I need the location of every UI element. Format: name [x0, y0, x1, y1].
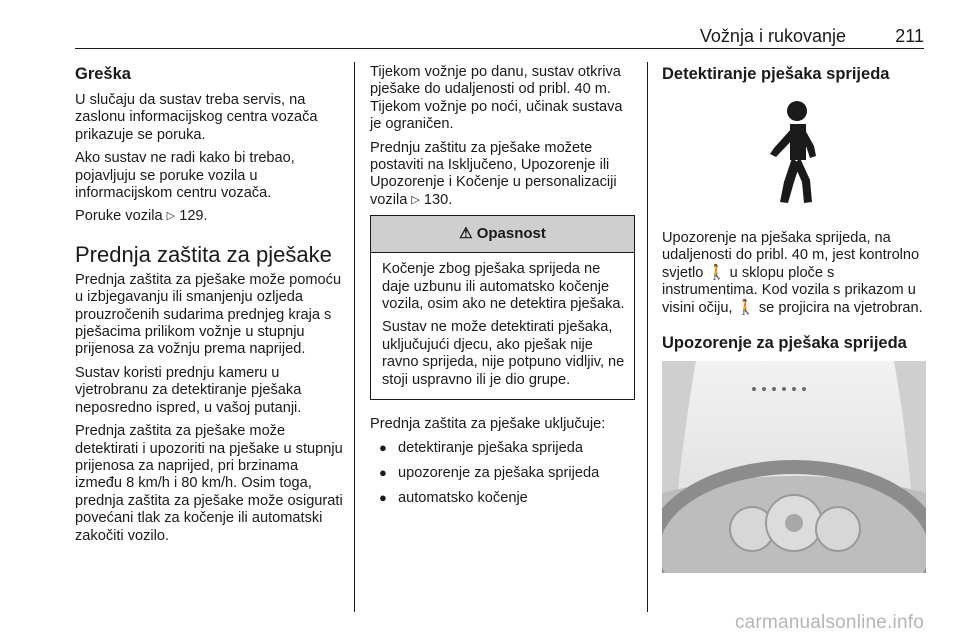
column-divider-1 [354, 62, 355, 612]
list-item: ● detektiranje pješaka sprijeda [379, 439, 583, 456]
page-reference[interactable]: 129. [179, 208, 208, 225]
dashboard-illustration [662, 361, 926, 573]
detection-heading: Detektiranje pješaka sprijeda [662, 65, 890, 83]
header-title: Vožnja i rukovanje [699, 26, 846, 46]
danger-title: Opasnost [476, 225, 546, 243]
danger-body [371, 253, 634, 399]
column-divider-2 [647, 62, 648, 612]
vehicle-messages-text: Poruke vozila [75, 208, 163, 225]
bullet-icon: ● [379, 439, 387, 455]
danger-paragraph-1: Kočenje zbog pješaka sprijeda ne daje uzbunu ili automatsko kočenje vozila, osim ako ne detektira pješaka. [382, 261, 625, 313]
page-header [75, 24, 924, 49]
column-2 [370, 64, 635, 516]
danger-box [370, 215, 635, 400]
danger-paragraph-2: Sustav ne može detektirati pješaka, uključujući djecu, ako pješak nije ravno sprijeda, nije potpuno vidljiv, ne stoji uspravno ili je dio grupe. [382, 319, 625, 388]
feature-list [370, 440, 635, 508]
detection-paragraph: Upozorenje na pješaka sprijeda, na udaljenosti do pribl. 40 m, jest kontrolno svjetlo 🚶 u sklopu ploče s instrumentima. Kod vozila s prikazom u visini očiju, 🚶 se projicira na vjetrobran. [662, 230, 923, 316]
bullet-icon: ● [379, 464, 387, 480]
column-3 [662, 64, 930, 573]
section-paragraph-1: Prednja zaštita za pješake može pomoću u izbjegavanju ili smanjenju ozljeda prouzročenih sudarima prednjeg kraja s pješacima prilikom vožnje u stupnju prijenosa za vožnju prema naprijed. [75, 271, 342, 358]
pedestrian-icon: 🚶 [707, 264, 726, 281]
section-heading: Prednja zaštita za pješake [75, 241, 332, 267]
list-item: ● upozorenje za pješaka sprijeda [379, 464, 600, 481]
pedestrian-icon [760, 98, 822, 206]
list-intro: Prednja zaštita za pješake uključuje: [370, 416, 606, 433]
page-number: 211 [895, 26, 924, 46]
error-paragraph-3 [75, 208, 345, 225]
error-paragraph-1: U slučaju da sustav treba servis, na zaslonu informacijskog centra vozača prikazuje se poruka. [75, 92, 318, 143]
error-paragraph-2: Ako sustav ne radi kako bi trebao, pojavljuju se poruke vozila u informacijskom centru vozača. [75, 150, 295, 202]
page-reference[interactable]: 130. [423, 191, 453, 208]
column-1 [75, 64, 345, 551]
list-item: ● automatsko kočenje [379, 490, 528, 507]
section-paragraph-3: Prednja zaštita za pješake može detektirati i upozoriti na pješake u stupnju prijenosa za naprijed, pri brzinama između 8 km/h i 80 km/h. Osim toga, prednja zaštita za pješake može osigurati povećani tlak za kočenje ili automatski zakočiti vozilo. [75, 423, 343, 544]
error-heading: Greška [75, 65, 131, 83]
watermark: carmanualsonline.info [734, 612, 924, 633]
danger-header [371, 216, 634, 253]
settings-paragraph [370, 140, 635, 210]
settings-text: Prednju zaštitu za pješake možete postaviti na Isključeno, Upozorenje ili Upozorenje i Kočenje u personalizaciji vozila [370, 139, 617, 208]
bullet-icon: ● [379, 490, 387, 506]
dashboard-image [662, 361, 926, 573]
warning-triangle-icon: ⚠ [459, 225, 473, 243]
reference-arrow-icon: ▷ [166, 210, 176, 223]
section-paragraph-2: Sustav koristi prednju kameru u vjetrobranu za detektiranje pješaka neposredno ispred, u vašoj putanji. [75, 364, 302, 416]
reference-arrow-icon: ▷ [411, 193, 420, 206]
pedestrian-illustration [662, 92, 930, 218]
daytime-paragraph: Tijekom vožnje po danu, sustav otkriva pješake do udaljenosti od pribl. 40 m. Tijekom vožnje po noći, učinak sustava je ograničen. [370, 64, 623, 133]
pedestrian-icon: 🚶 [736, 299, 755, 316]
warning-heading: Upozorenje za pješaka sprijeda [662, 334, 907, 353]
